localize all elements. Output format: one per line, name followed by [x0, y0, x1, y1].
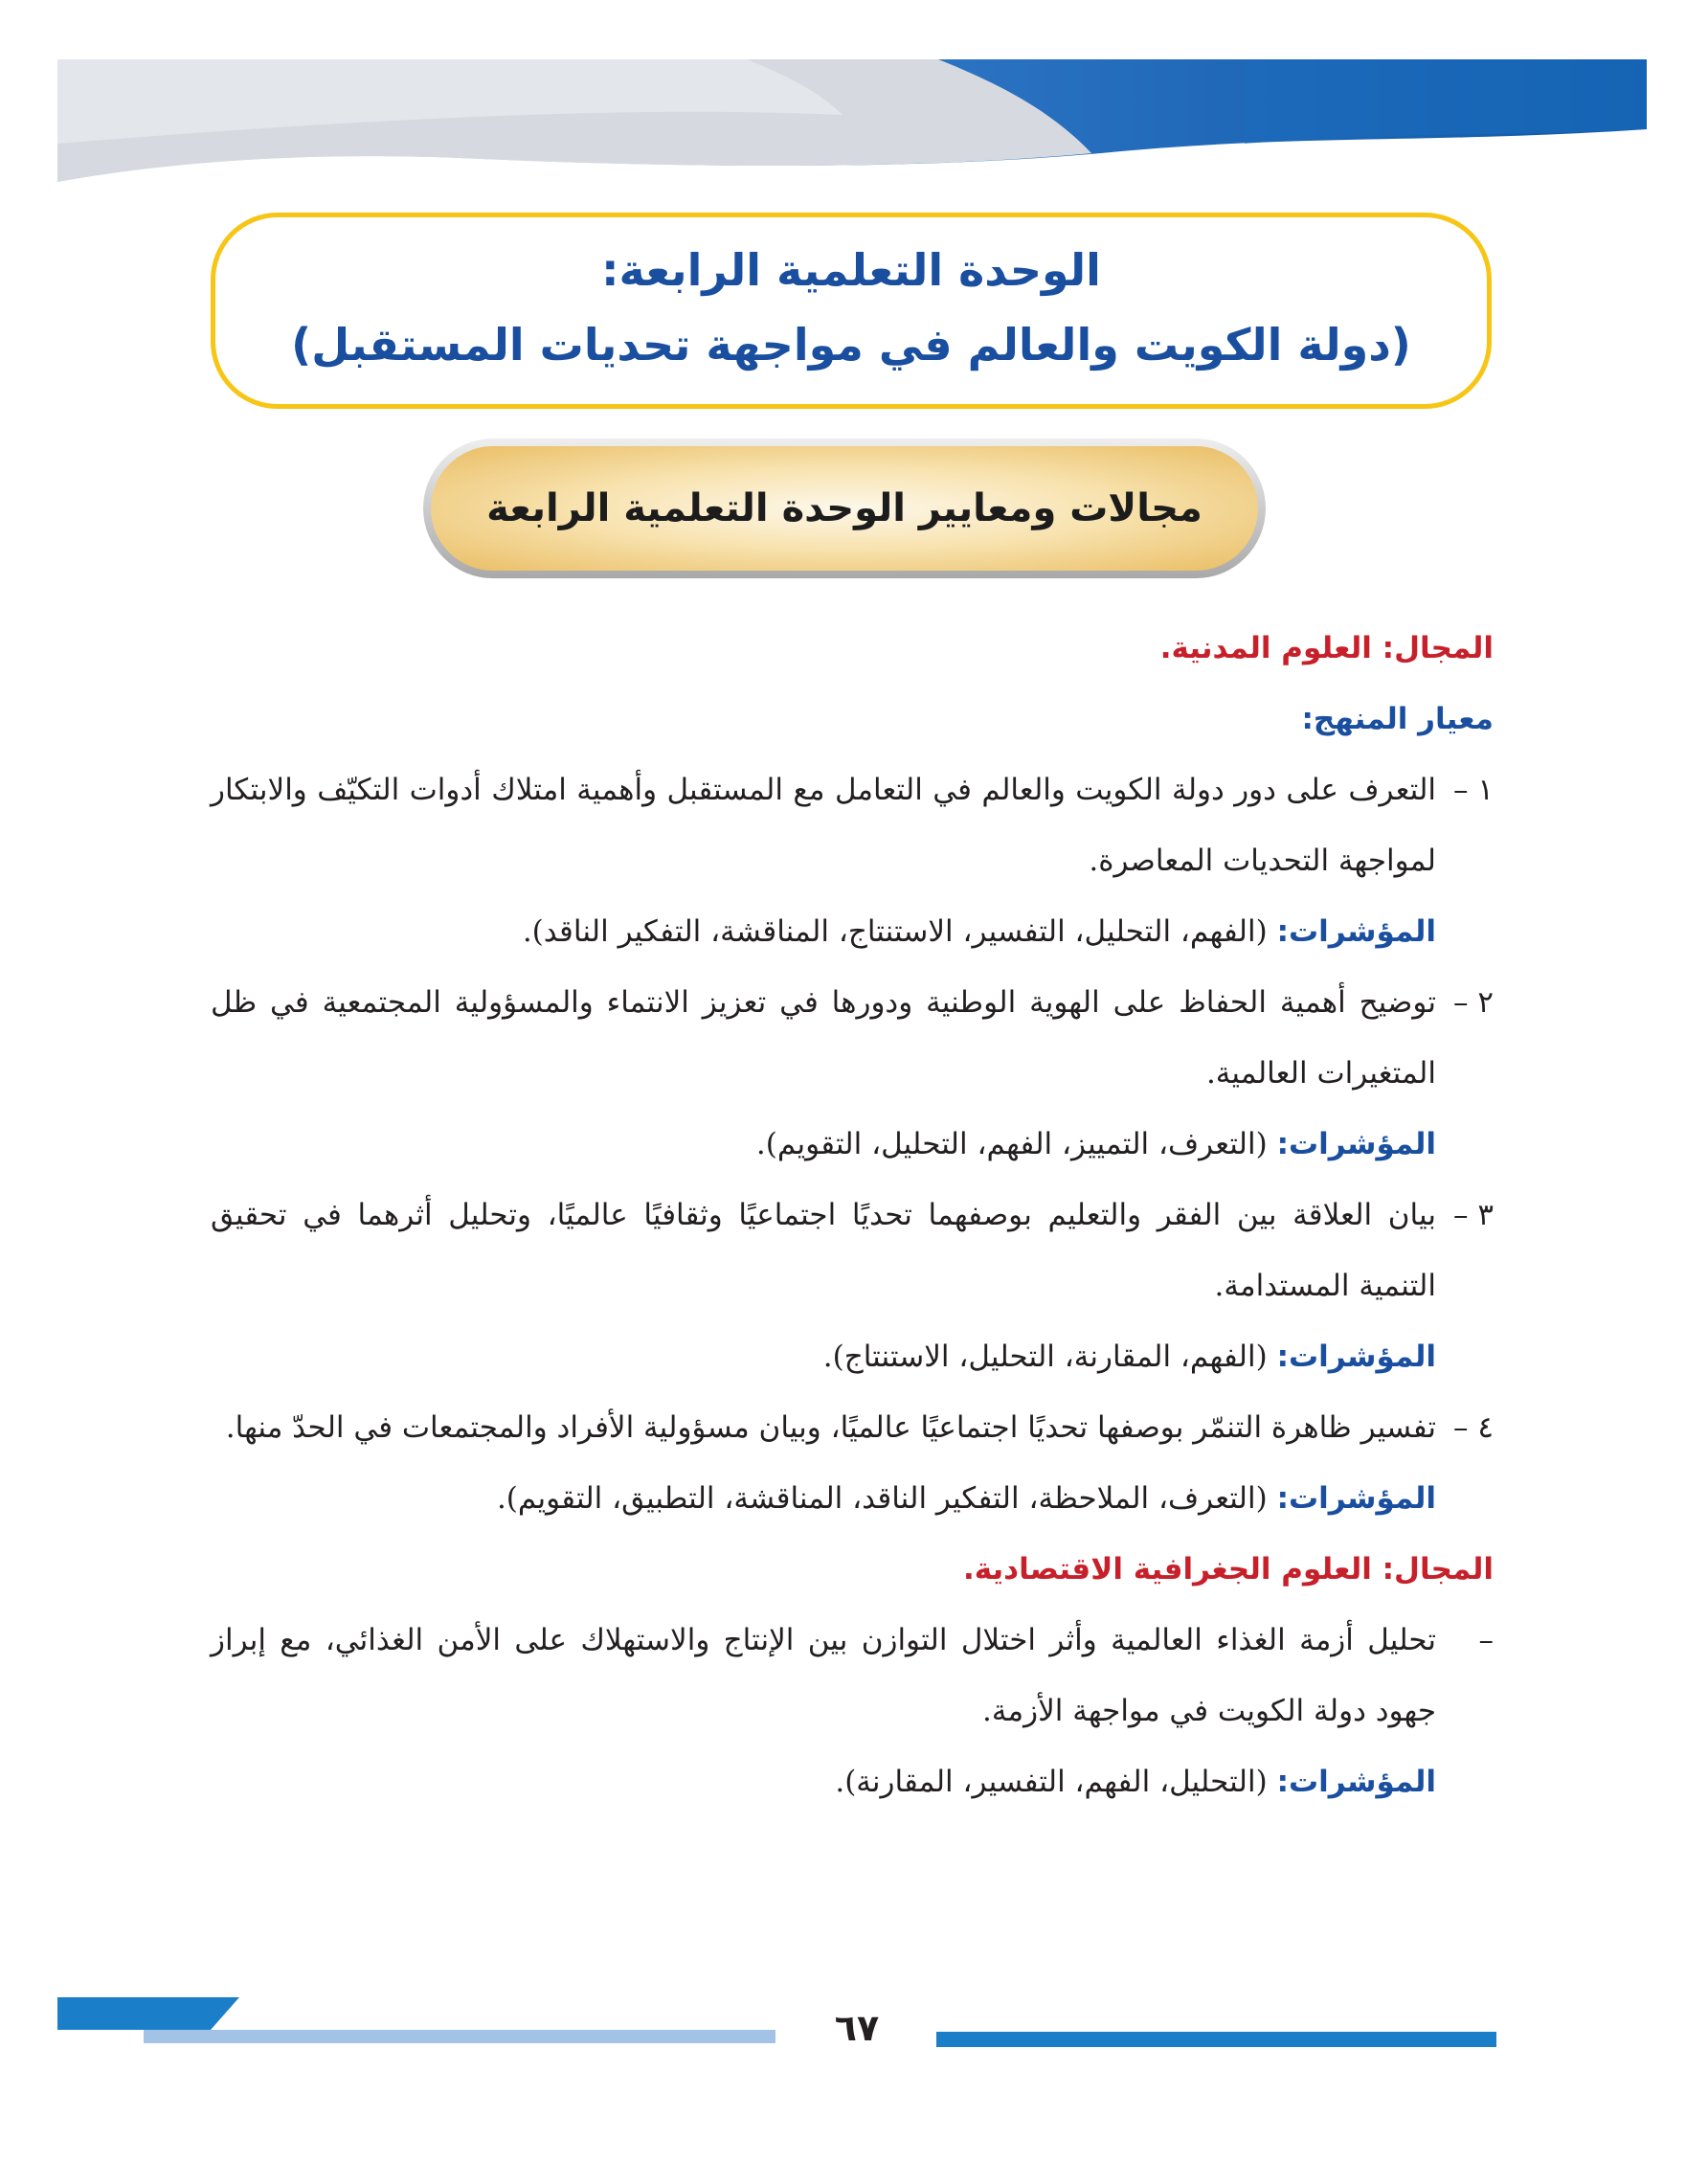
item-number: ٤ – — [1452, 1410, 1494, 1445]
item-number: – — [1478, 1623, 1494, 1657]
indicators-list: (التحليل، الفهم، التفسير، المقارنة). — [835, 1765, 1268, 1799]
indicators-line — [211, 896, 1436, 967]
section-banner — [423, 439, 1266, 578]
item-number: ١ – — [1452, 773, 1494, 807]
indicators-line — [211, 1321, 1436, 1392]
item-text: التعرف على دور دولة الكويت والعالم في التعامل مع المستقبل وأهمية امتلاك أدوات التكيّف والابتكار لمواجهة التحديات المعاصرة. — [211, 773, 1436, 878]
standards-content — [211, 613, 1494, 1817]
indicators-label: المؤشرات: — [1276, 1339, 1436, 1374]
indicators-label: المؤشرات: — [1276, 914, 1436, 949]
footer-left-accent — [57, 1997, 239, 2030]
indicators-list: (التعرف، التمييز، الفهم، التحليل، التقويم). — [755, 1127, 1268, 1161]
unit-title: الوحدة التعلمية الرابعة: — [601, 244, 1101, 296]
item-text: توضيح أهمية الحفاظ على الهوية الوطنية ودورها في تعزيز الانتماء والمسؤولية المجتمعية في ظل المتغيرات العالمية. — [211, 985, 1436, 1091]
indicators-line — [211, 1746, 1436, 1817]
page-number: ٦٧ — [834, 2007, 880, 2049]
indicators-label: المؤشرات: — [1276, 1127, 1436, 1161]
footer-left-bar — [144, 2030, 775, 2043]
item-text: تحليل أزمة الغذاء العالمية وأثر اختلال التوازن بين الإنتاج والاستهلاك على الأمن الغذائي، مع إبراز جهود دولة الكويت في مواجهة الأزمة. — [211, 1623, 1436, 1728]
section-title: مجالات ومعايير الوحدة التعلمية الرابعة — [431, 446, 1258, 571]
indicators-list: (الفهم، المقارنة، التحليل، الاستنتاج). — [822, 1339, 1268, 1374]
item-number: ٣ – — [1452, 1198, 1494, 1232]
item-text: بيان العلاقة بين الفقر والتعليم بوصفهما تحديًا اجتماعيًا وثقافيًا عالميًا، وتحليل أثرهما في تحقيق التنمية المستدامة. — [211, 1198, 1436, 1303]
indicators-list: (الفهم، التحليل، التفسير، الاستنتاج، المناقشة، التفكير الناقد). — [522, 914, 1268, 949]
unit-subtitle: (دولة الكويت والعالم في مواجهة تحديات المستقبل) — [291, 319, 1411, 371]
indicators-label: المؤشرات: — [1276, 1481, 1436, 1516]
unit-title-box — [211, 213, 1492, 409]
standard-item — [211, 1392, 1494, 1534]
standard-item — [211, 1605, 1494, 1817]
domain-heading-civics: المجال: العلوم المدنية. — [1159, 631, 1494, 665]
header-wave-band — [0, 0, 1708, 191]
indicators-line — [211, 1463, 1436, 1534]
domain-heading-geography: المجال: العلوم الجغرافية الاقتصادية. — [962, 1552, 1494, 1587]
indicators-line — [211, 1109, 1436, 1180]
indicators-label: المؤشرات: — [1276, 1765, 1436, 1799]
footer-right-bar — [936, 2032, 1496, 2047]
item-number: ٢ – — [1452, 985, 1494, 1020]
standard-item — [211, 967, 1494, 1180]
indicators-list: (التعرف، الملاحظة، التفكير الناقد، المناقشة، التطبيق، التقويم). — [496, 1481, 1268, 1516]
item-text: تفسير ظاهرة التنمّر بوصفها تحديًا اجتماعيًا عالميًا، وبيان مسؤولية الأفراد والمجتمعات في الحدّ منها. — [225, 1410, 1436, 1445]
standard-item — [211, 1180, 1494, 1392]
curriculum-standard-heading: معيار المنهج: — [1301, 702, 1494, 736]
standard-item — [211, 754, 1494, 967]
